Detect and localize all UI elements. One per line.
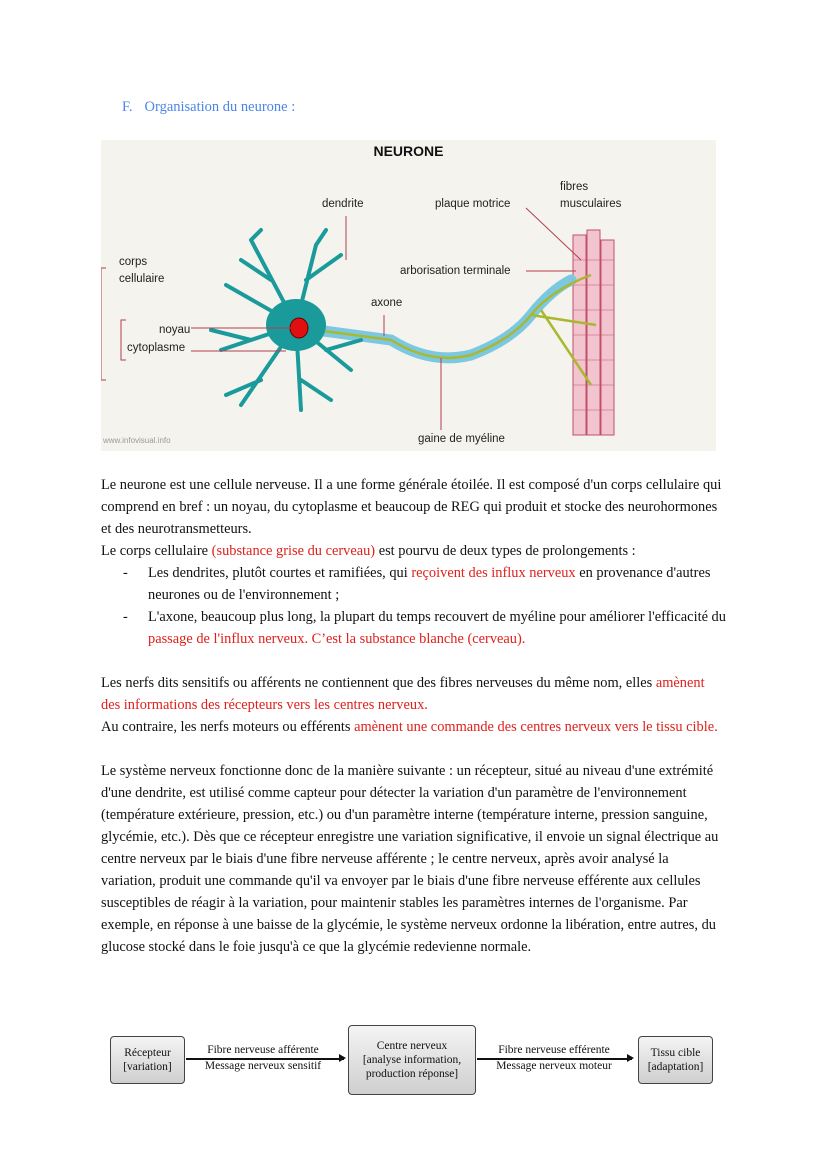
arrow-icon	[186, 1058, 344, 1060]
paragraph	[101, 716, 726, 738]
highlight: (substance grise du cerveau)	[211, 543, 376, 559]
box-tissu-cible	[638, 1036, 713, 1084]
neuron-illustration	[101, 140, 716, 451]
paragraph	[101, 672, 726, 716]
box-recepteur	[110, 1036, 185, 1084]
arrow-icon	[477, 1058, 632, 1060]
label-fibres: fibres	[560, 181, 589, 193]
box-line: production réponse]	[365, 1068, 459, 1080]
highlight: passage de l'influx nerveux. C’est la substance blanche (cerveau).	[148, 631, 526, 647]
watermark: www.infovisual.info	[103, 436, 171, 445]
figure-title: NEURONE	[373, 143, 444, 159]
label-arborisation: arborisation terminale	[400, 265, 511, 277]
text: L'axone, beaucoup plus long, la plupart du temps recouvert de myéline pour améliorer l'efficacité du	[148, 609, 726, 625]
box-line: [analyse information,	[362, 1054, 462, 1066]
neuron-figure	[101, 140, 716, 451]
body-text	[101, 474, 726, 958]
bullet-list	[101, 562, 726, 650]
muscle-fibres	[573, 230, 614, 435]
label-line: Message nerveux sensitif	[204, 1060, 322, 1072]
box-line: Tissu cible	[650, 1047, 701, 1059]
highlight: amènent des informations des récepteurs vers les centres nerveux.	[101, 675, 705, 713]
highlight: amènent une commande des centres nerveux vers le tissu cible.	[354, 719, 718, 735]
label-dendrite: dendrite	[322, 198, 364, 210]
list-item: - Les dendrites, plutôt courtes et ramifiées, qui reçoivent des influx nerveux en provenance d'autres neurones ou de l'environnement ;	[123, 565, 711, 603]
paragraph: Le neurone est une cellule nerveuse. Il a une forme générale étoilée. Il est composé d'un corps cellulaire qui comprend en bref : un noyau, du cytoplasme et beaucoup de REG qui produit et stocke des neurohormones et des neurotransmetteurs.	[101, 477, 722, 537]
label-corps: corps	[119, 256, 148, 268]
box-line: Centre nerveux	[376, 1040, 448, 1052]
text: Les dendrites, plutôt courtes et ramifiées, qui	[148, 565, 412, 581]
text: Les nerfs dits sensitifs ou afférents ne contiennent que des fibres nerveuses du même nom, elles	[101, 675, 656, 691]
label-axone: axone	[371, 297, 403, 309]
section-title: Organisation du neurone :	[144, 99, 296, 115]
box-line: [adaptation]	[647, 1061, 704, 1073]
text: en provenance d'autres neurones ou de l'environnement ;	[148, 565, 711, 603]
section-heading	[122, 99, 295, 116]
label-plaque-motrice: plaque motrice	[435, 198, 511, 210]
section-number: F.	[122, 99, 133, 115]
highlight: reçoivent des influx nerveux	[411, 565, 576, 581]
paragraph: Le système nerveux fonctionne donc de la manière suivante : un récepteur, situé au niveau d'une extrémité d'une dendrite, est utilisé comme capteur pour détecter la variation d'un paramètre de l'environnement (température extérieure, pression, etc.) ou d'un paramètre interne (température interne, pression sanguine, glycémie, etc.). Dès que ce récepteur enregistre une variation significative, il envoie un signal électrique au centre nerveux par le biais d'une fibre nerveuse afférente ; le centre nerveux, après avoir analysé la variation, produit une commande qu'il va envoyer par le biais d'une fibre nerveuse efférente aux cellules susceptibles de réagir à la variation, pour maintenir stables les paramètres internes de l'organisme. Par exemple, en réponse à une baisse de la glycémie, le système nerveux ordonne la libération, entre autres, du glucose stocké dans le foie jusqu'à ce que la glycémie redevienne normale.	[101, 763, 719, 955]
label-musculaires: musculaires	[560, 198, 622, 210]
label-noyau: noyau	[159, 324, 191, 336]
label-line: Message nerveux moteur	[496, 1060, 612, 1072]
list-item: - L'axone, beaucoup plus long, la plupart du temps recouvert de myéline pour améliorer l'efficacité du passage de l'influx nerveux. C’est la substance blanche (cerveau).	[123, 609, 726, 647]
paragraph	[101, 540, 726, 562]
text: Au contraire, les nerfs moteurs ou efférents	[101, 719, 355, 735]
label-cytoplasme: cytoplasme	[127, 342, 186, 354]
box-centre-nerveux	[348, 1025, 476, 1095]
text: Le corps cellulaire	[101, 543, 212, 559]
label-line: Fibre nerveuse afférente	[207, 1044, 319, 1056]
label-line: Fibre nerveuse efférente	[498, 1044, 610, 1056]
box-line: [variation]	[123, 1061, 172, 1073]
label-gaine-myeline: gaine de myéline	[418, 433, 505, 445]
text: est pourvu de deux types de prolongements :	[375, 543, 636, 559]
label-cellulaire: cellulaire	[119, 273, 165, 285]
nervous-system-flow-diagram	[0, 1020, 828, 1100]
box-line: Récepteur	[124, 1047, 171, 1059]
